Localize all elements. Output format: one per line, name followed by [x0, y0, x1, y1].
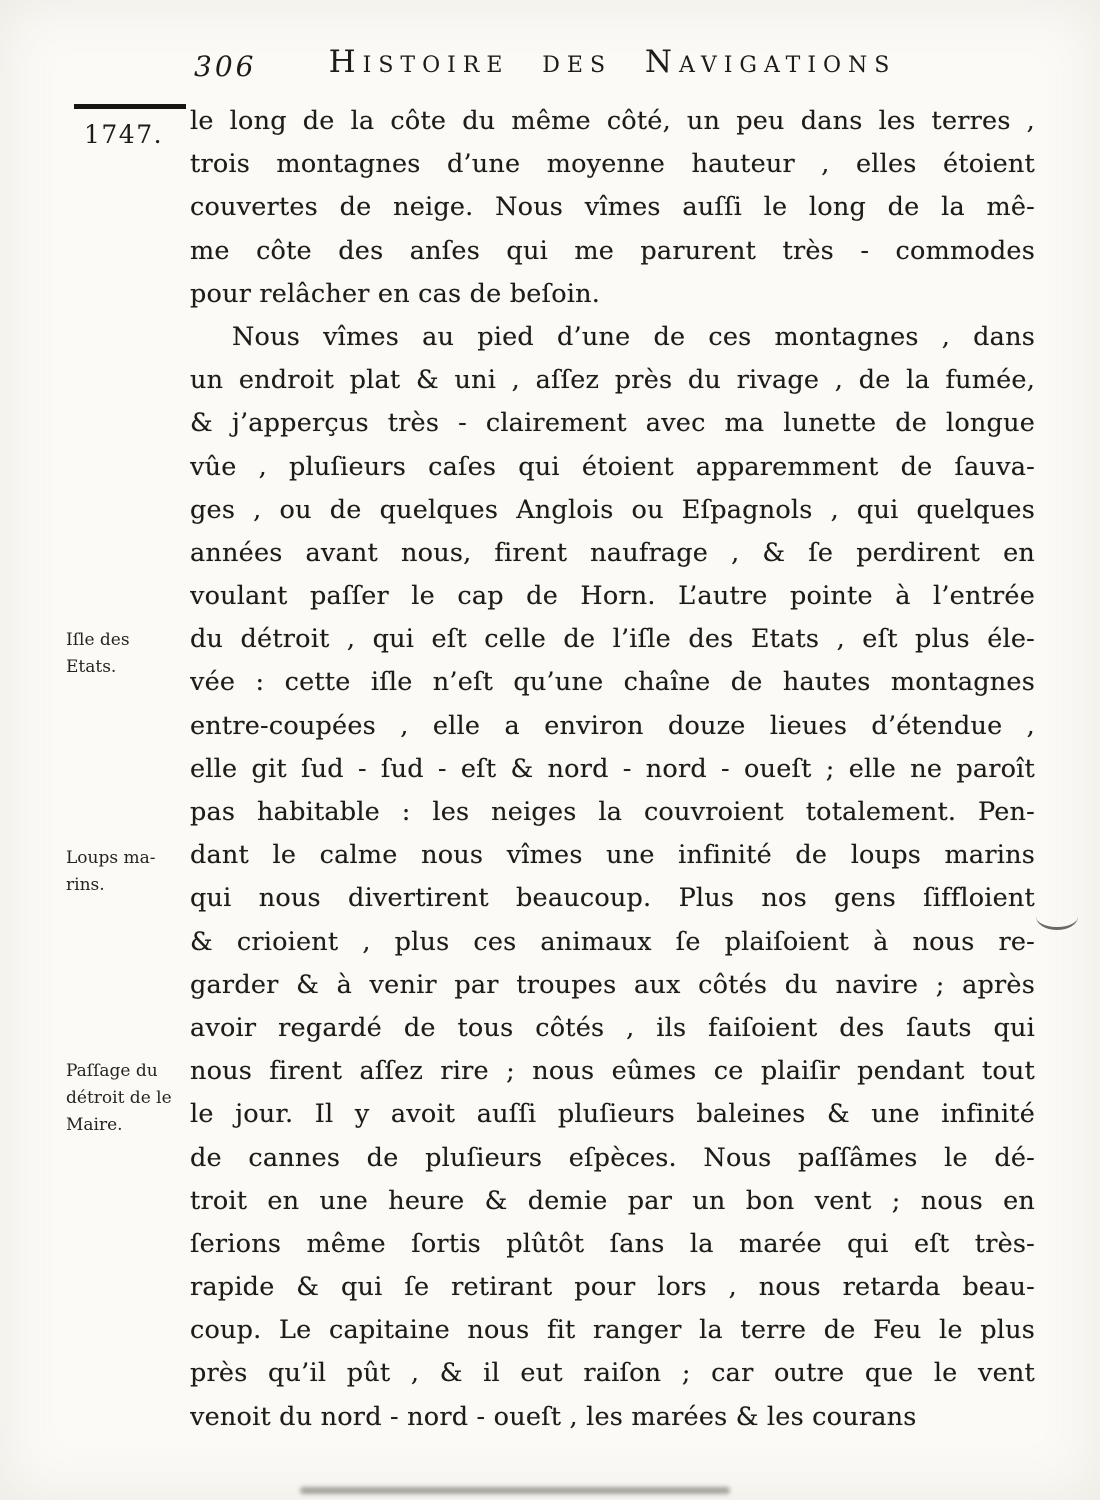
text-line: Nous vîmes au pied d’une de ces montagnes , dans [232, 321, 1035, 352]
text-line: du détroit , qui eſt celle de l’iſle des Etats , eſt plus éle- [190, 624, 1035, 655]
margin-note-loups-marins: Loups ma- rins. [66, 848, 156, 895]
text-line: entre-coupées , elle a environ douze lieues d’étendue , [190, 710, 1035, 741]
text-line: qui nous divertirent beaucoup. Plus nos gens ſiffloient [190, 883, 1035, 914]
scan-smudge [300, 1487, 730, 1494]
text-line: le jour. Il y avoit auſſi pluſieurs baleines & une infinité [190, 1099, 1035, 1130]
text-line: coup. Le capitaine nous fit ranger la terre de Feu le plus [190, 1315, 1035, 1346]
margin-year-label: 1747. [84, 120, 164, 149]
text-line: vûe , pluſieurs caſes qui étoient apparemment de ſauva- [190, 451, 1035, 482]
text-line: nous firent aſſez rire ; nous eûmes ce plaiſir pendant tout [190, 1056, 1035, 1087]
paragraph [190, 100, 1035, 316]
text-line: garder & à venir par troupes aux côtés du navire ; après [190, 969, 1035, 1000]
text-line: rapide & qui ſe retirant pour lors , nous retarda beau- [190, 1272, 1035, 1303]
text-line: de cannes de pluſieurs eſpèces. Nous paſſâmes le dé- [190, 1142, 1035, 1173]
text-line: dant le calme nous vîmes une infinité de loups marins [190, 840, 1035, 871]
text-line: troit en une heure & demie par un bon vent ; nous en [190, 1185, 1035, 1216]
ink-mark [1036, 914, 1078, 930]
page-title: Histoire des Navigations [328, 44, 897, 80]
text-line: & j’apperçus très - clairement avec ma lunette de longue [190, 408, 1035, 439]
text-line: le long de la côte du même côté, un peu dans les terres , [190, 106, 1035, 136]
margin-rule [74, 104, 186, 109]
page-header [0, 42, 1100, 98]
text-line: couvertes de neige. Nous vîmes auſſi le long de la mê- [190, 192, 1035, 223]
text-line: elle git ſud - ſud - eſt & nord - nord - oueſt ; elle ne paroît [190, 753, 1035, 784]
text-line: venoit du nord - nord - oueſt , les marées & les courans [190, 1401, 917, 1432]
margin-note-passage-detroit: Paſſage du détroit de le Maire. [66, 1061, 172, 1135]
text-line: trois montagnes d’une moyenne hauteur , elles étoient [190, 149, 1035, 180]
text-line: me côte des anſes qui me parurent très - commodes [190, 235, 1035, 266]
text-line: vée : cette iſle n’eſt qu’une chaîne de hautes montagnes [190, 667, 1035, 698]
text-line: ges , ou de quelques Anglois ou Eſpagnols , qui quelques [190, 494, 1035, 525]
main-text-block [190, 100, 1035, 1439]
text-line: avoir regardé de tous côtés , ils faiſoient des ſauts qui [190, 1012, 1035, 1043]
page-number: 306 [194, 50, 257, 83]
text-line: voulant paſſer le cap de Horn. L’autre pointe à l’entrée [190, 581, 1035, 612]
text-line: années avant nous, firent naufrage , & ſe perdirent en [190, 537, 1035, 568]
text-line: pour relâcher en cas de beſoin. [190, 278, 601, 309]
text-line: un endroit plat & uni , aſſez près du rivage , de la fumée, [190, 365, 1035, 396]
text-line: près qu’il pût , & il eut raiſon ; car outre que le vent [190, 1358, 1035, 1389]
text-line: pas habitable : les neiges la couvroient totalement. Pen- [190, 797, 1035, 827]
text-line: & crioient , plus ces animaux ſe plaiſoient à nous re- [190, 926, 1035, 957]
margin-note-isle-des-etats: Iſle des Etats. [66, 630, 130, 677]
paragraph [190, 316, 1035, 1439]
text-line: ſerions même ſortis plûtôt ſans la marée qui eſt très- [190, 1228, 1035, 1259]
